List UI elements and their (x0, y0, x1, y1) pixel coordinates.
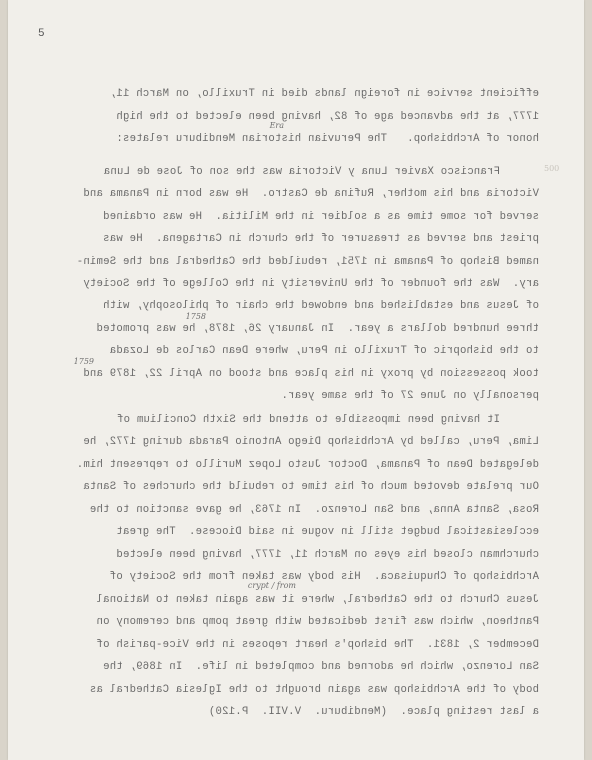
text-line: December 2, 1831. The bishop's heart reposes in the Vice-parish of (96, 639, 539, 651)
text-line: personally on June 27 of the same year. (281, 390, 539, 402)
text-line: delegated Dean of Panama, Doctor Justo Lopez Murillo to represent him. (76, 459, 539, 471)
text-line: three hundred dollars a year. In January 26, 1878, he was promoted (96, 323, 539, 335)
text-line: of Jesus and established and endowed the chair of philosophy, with (102, 300, 539, 312)
text-line: priest and served as treasurer of the church in Cartagena. He was (102, 233, 539, 245)
text-line: 1777, at the advanced age of 82, having been elected to the high (116, 111, 539, 123)
handwritten-annotation: crypt / from (247, 581, 296, 590)
page-number: 5 (38, 28, 45, 40)
text-line: Rosa, Santa Anna, and San Lorenzo. In 1763, he gave sanction to the (89, 504, 539, 516)
text-line: efficient service in foreign lands died in Truxillo, on March 11, (109, 88, 539, 100)
text-line: churchman closed his eyes on March 11, 1777, having been elected (116, 549, 539, 561)
text-line: to the bishopric of Truxillo in Peru, where Dean Carlos de Lozada (109, 345, 539, 357)
text-line: ary. Was the founder of the University in the College of the Society (83, 278, 539, 290)
text-line: body of the Archbishop was again brought to the Iglesia Cathedral as (89, 684, 539, 696)
text-line: Francisco Xavier Luna y Victoria was the son of Jose de Luna (103, 166, 500, 178)
mirrored-typescript-body (8, 88, 584, 728)
handwritten-annotation: Era (269, 121, 284, 130)
text-line: It having been impossible to attend the Sixth Concilium of (116, 414, 500, 426)
text-line: named Bishop of Panama in 1751, rebuilded the Cathedral and the Semin- (76, 256, 539, 268)
text-line: a last resting place. (Mendiburu. V.VII. P.120) (208, 706, 539, 718)
text-line: San Lorenzo, which he adorned and completed in life. In 1869, the (102, 661, 539, 673)
text-line: Jesus Church to the Cathedral, where it was again taken to National (96, 594, 539, 606)
text-line: Pantheon, which was first dedicated with great pomp and ceremony on (96, 616, 539, 628)
margin-mark: 500 (544, 164, 560, 173)
document-page (8, 0, 584, 760)
text-line: Archbishop of Chuquisaca. His body was taken from the Society of (109, 571, 539, 583)
text-line: ecclesiastical budget still in vogue in said Diocese. The great (116, 526, 539, 538)
text-line: Lima, Peru, called by Archbishop Diego Antonio Parada during 1772, he (83, 436, 539, 448)
text-line: took possession by proxy in his place and stood on April 22, 1879 and (83, 368, 539, 380)
text-line: Our prelate devoted much of his time to rebuild the churches of Santa (83, 481, 539, 493)
text-line: honor of Archbishop. The Peruvian historian Mendiburu relates: (116, 133, 539, 145)
text-line: Victoria and his mother, Rufina de Castro. He was born in Panama and (83, 188, 539, 200)
text-line: served for some time as a soldier in the Militia. He was ordained (102, 211, 539, 223)
handwritten-annotation: 1758 (185, 312, 206, 321)
handwritten-annotation: 1759 (73, 357, 94, 366)
